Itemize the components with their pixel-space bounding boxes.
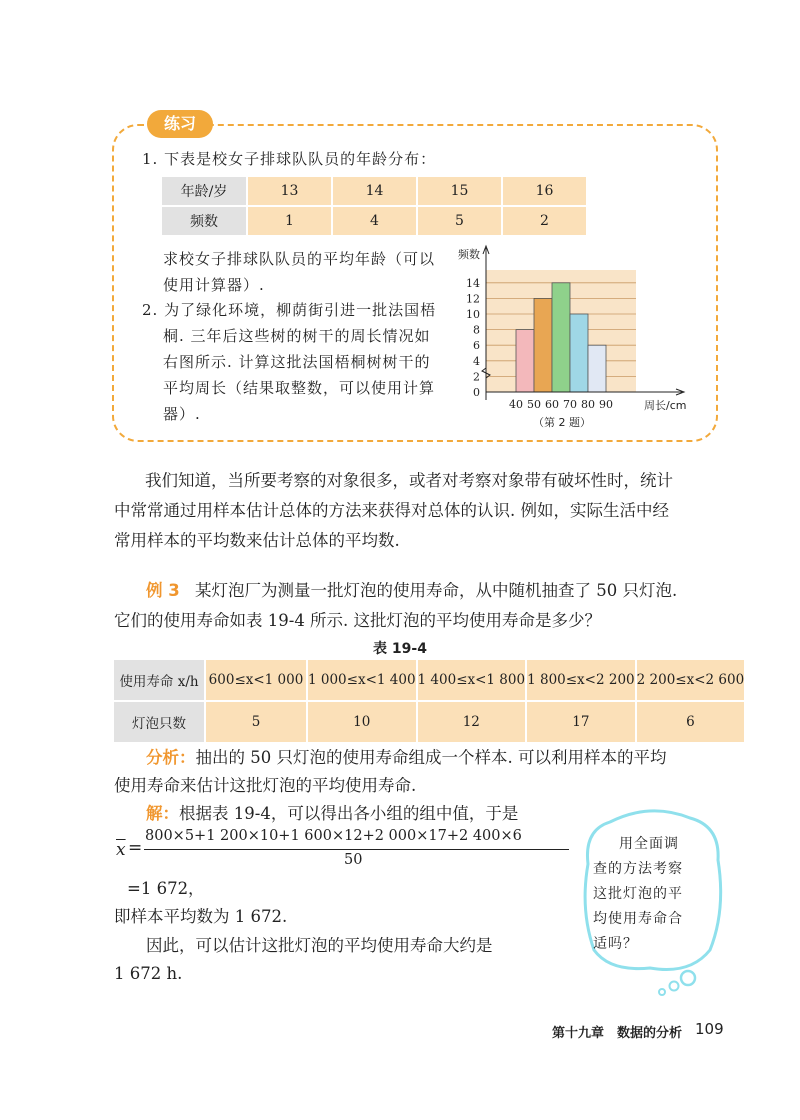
- y-tick-label: 4: [473, 354, 480, 368]
- formula-denominator: 50: [344, 852, 363, 868]
- bubble-line: 用全面调: [619, 836, 679, 852]
- q2-line: 器）.: [163, 405, 201, 423]
- bubble-line: 查的方法考察: [593, 861, 683, 877]
- paragraph-line: 中常常通过用样本估计总体的方法来获得对总体的认识. 例如，实际生活中经: [114, 501, 669, 520]
- histogram-chart: [450, 240, 700, 435]
- bulb-count-cell: 12: [418, 702, 528, 744]
- x-tick-label: 70: [563, 398, 577, 411]
- paragraph-line: 我们知道，当所要考察的对象很多，或者对考察对象带有破坏性时，统计: [145, 471, 673, 490]
- analysis-line-2: 使用寿命来估计这批灯泡的平均使用寿命.: [114, 776, 417, 795]
- q1-follow-line: 使用计算器）.: [163, 276, 265, 294]
- range-header: 使用寿命 x/h: [114, 660, 206, 702]
- y-tick-label: 8: [473, 323, 480, 337]
- bubble-line: 这批灯泡的平: [593, 886, 683, 902]
- chart-caption: （第 2 题）: [533, 416, 591, 429]
- bulb-count-cell: 5: [206, 702, 308, 744]
- exercise-badge: 练习: [147, 110, 213, 138]
- example-label: 例 3: [146, 581, 180, 600]
- q2-line: 桐. 三年后这些树的树干的周长情况如: [163, 327, 431, 345]
- formula-numerator: 800×5+1 200×10+1 600×12+2 000×17+2 400×6: [145, 828, 522, 844]
- count-cell: 1: [248, 207, 333, 237]
- bulb-count-cell: 6: [637, 702, 747, 744]
- conclusion-line-2: 1 672 h.: [114, 964, 183, 983]
- x-tick-label: 80: [581, 398, 595, 411]
- bulb-count-row: [114, 702, 746, 744]
- example-line: [146, 576, 677, 606]
- q2-line: 平均周长（结果取整数，可以使用计算: [163, 379, 436, 397]
- y-tick-label: 6: [473, 339, 480, 353]
- conclusion-line: 因此，可以估计这批灯泡的平均使用寿命大约是: [146, 936, 493, 955]
- age-cell: 16: [503, 177, 588, 207]
- page-number: 109: [695, 1020, 724, 1038]
- analysis-label: 分析：: [146, 748, 196, 767]
- q1-follow-line: 求校女子排球队队员的平均年龄（可以: [163, 250, 436, 268]
- solution-text: 根据表 19-4，可以得出各小组的组中值，于是: [179, 804, 519, 823]
- example-text: 某灯泡厂为测量一批灯泡的使用寿命，从中随机抽查了 50 只灯泡.: [194, 581, 678, 600]
- age-cell: 13: [248, 177, 333, 207]
- range-cell: 1 000≤x<1 400: [308, 660, 418, 702]
- x-tick-label: 40: [509, 398, 523, 411]
- range-cell: 2 200≤x<2 600: [637, 660, 747, 702]
- equals-sign: =: [128, 838, 143, 858]
- count-cell: 4: [333, 207, 418, 237]
- x-axis-label: 周长/cm: [644, 399, 687, 412]
- histogram-bar: [534, 298, 552, 392]
- analysis-text: 抽出的 50 只灯泡的使用寿命组成一个样本. 可以利用样本的平均: [195, 748, 667, 767]
- histogram-bar: [588, 345, 606, 392]
- q2-line: 2. 为了绿化环境，柳荫街引进一批法国梧: [142, 301, 437, 319]
- age-cell: 14: [333, 177, 418, 207]
- bulb-count-header: 灯泡只数: [114, 702, 206, 744]
- histogram-bar: [570, 314, 588, 392]
- mean-formula: [114, 828, 584, 872]
- xbar-symbol: $\overline{x}$: [116, 840, 126, 860]
- age-row: [162, 177, 588, 207]
- analysis-line: [146, 743, 666, 773]
- age-table: [162, 177, 588, 237]
- histogram-bar: [516, 330, 534, 392]
- range-cell: 1 800≤x<2 200: [527, 660, 637, 702]
- bubble-line: 适吗？: [593, 936, 638, 952]
- solution-label: 解：: [146, 804, 179, 823]
- q2-line: 右图所示. 计算这批法国梧桐树树干的: [163, 353, 431, 371]
- range-row: [114, 660, 746, 702]
- bubble-line: 均使用寿命合: [593, 911, 683, 927]
- count-cell: 5: [418, 207, 503, 237]
- bulb-count-cell: 17: [527, 702, 637, 744]
- histogram-bar: [552, 283, 570, 392]
- x-tick-label: 60: [545, 398, 559, 411]
- x-tick-label: 50: [527, 398, 541, 411]
- table-title: 表 19-4: [373, 641, 427, 657]
- count-cell: 2: [503, 207, 588, 237]
- sample-mean-line: 即样本平均数为 1 672.: [114, 907, 288, 926]
- fraction-bar: [144, 849, 569, 850]
- y-axis-label: 频数: [458, 248, 480, 261]
- range-cell: 1 400≤x<1 800: [418, 660, 528, 702]
- y-tick-label: 2: [473, 370, 480, 384]
- solution-line: [146, 799, 518, 829]
- range-cell: 600≤x<1 000: [206, 660, 308, 702]
- example-line-2: 它们的使用寿命如表 19-4 所示. 这批灯泡的平均使用寿命是多少？: [114, 611, 602, 630]
- footer-chapter: 第十九章 数据的分析: [552, 1026, 683, 1041]
- y-tick-label: 14: [466, 276, 480, 290]
- y-tick-label: 0: [473, 386, 480, 399]
- lifetime-table: [114, 660, 746, 744]
- question-1: 1. 下表是校女子排球队队员的年龄分布：: [142, 150, 437, 168]
- paragraph-line: 常用样本的平均数来估计总体的平均数.: [114, 531, 400, 550]
- age-cell: 15: [418, 177, 503, 207]
- y-tick-label: 10: [466, 308, 480, 321]
- count-header: 频数: [162, 207, 248, 237]
- count-row: [162, 207, 588, 237]
- y-tick-label: 12: [466, 292, 480, 306]
- x-tick-label: 90: [599, 398, 613, 411]
- result-line: =1 672，: [127, 879, 205, 898]
- age-header: 年龄/岁: [162, 177, 248, 207]
- bulb-count-cell: 10: [308, 702, 418, 744]
